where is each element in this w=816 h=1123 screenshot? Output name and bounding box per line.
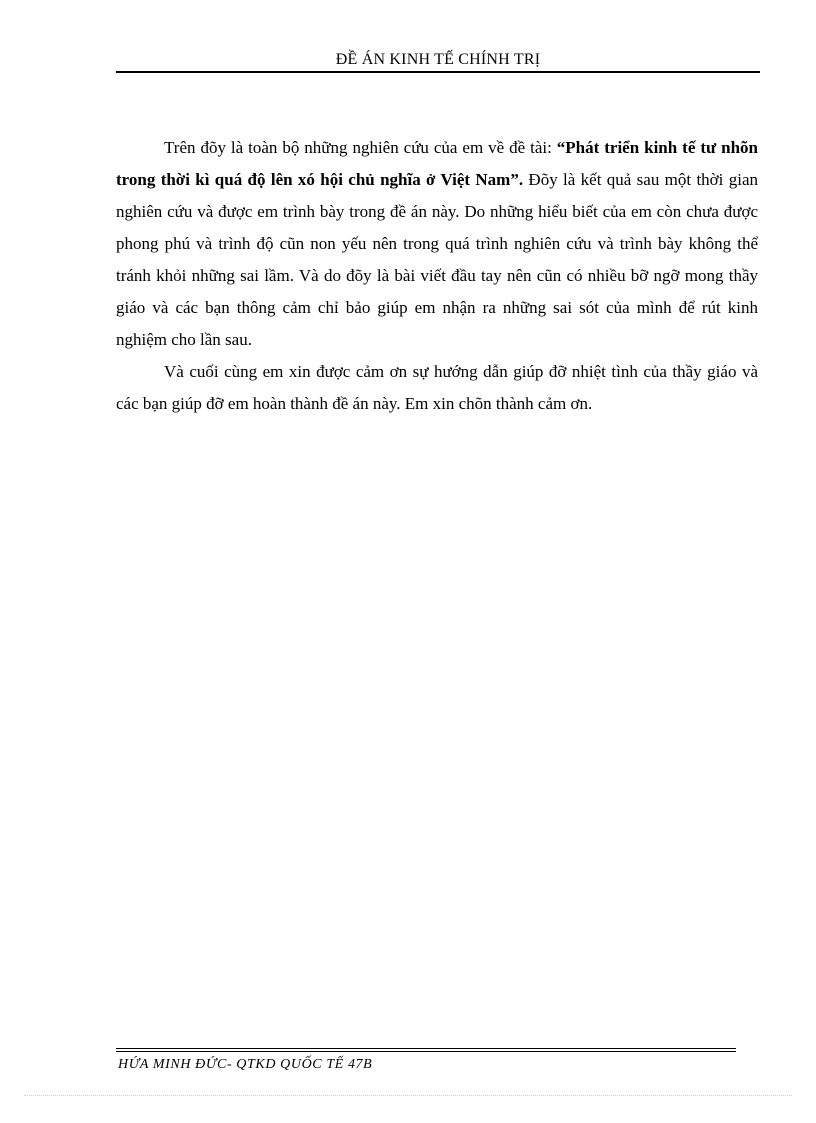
footer-rule-top bbox=[116, 1048, 736, 1049]
paragraph-conclusion bbox=[116, 132, 758, 356]
paragraph-lead: Trên đõy là toàn bộ những nghiên cứu của em về đề tài: bbox=[164, 138, 557, 157]
document-body bbox=[116, 132, 758, 420]
page-header-title: ĐỀ ÁN KINH TẾ CHÍNH TRỊ bbox=[335, 51, 541, 68]
page-footer-author: HỨA MINH ĐỨC- QTKD QUỐC TẾ 47B bbox=[118, 1057, 373, 1072]
paragraph-rest: Đõy là kết quả sau một thời gian nghiên cứu và được em trình bày trong đề án này. Do những hiểu biết của em còn chưa được phong phú và trình độ cũn non yếu nên trong quá trình nghiên cứu và trình bày không thể tránh khỏi những sai lầm. Và do đõy là bài viết đầu tay nên cũn có nhiều bỡ ngỡ mong thầy giáo và các bạn thông cảm chỉ bảo giúp em nhận ra những sai sót của mình để rút kinh nghiệm cho lần sau. bbox=[116, 170, 758, 349]
footer-rule-bottom bbox=[116, 1051, 736, 1052]
header-rule bbox=[116, 71, 760, 73]
page-bottom-dotted-line bbox=[24, 1095, 792, 1096]
paragraph-thanks: Và cuối cùng em xin được cảm ơn sự hướng dẫn giúp đỡ nhiệt tình của thầy giáo và các bạn giúp đỡ em hoàn thành đề án này. Em xin chõn thành cảm ơn. bbox=[116, 362, 758, 413]
topic-title: “Phát triển kinh tế tư nhõn trong thời kì quá độ lên xó hội chủ nghĩa ở Việt Nam”. bbox=[116, 138, 758, 189]
